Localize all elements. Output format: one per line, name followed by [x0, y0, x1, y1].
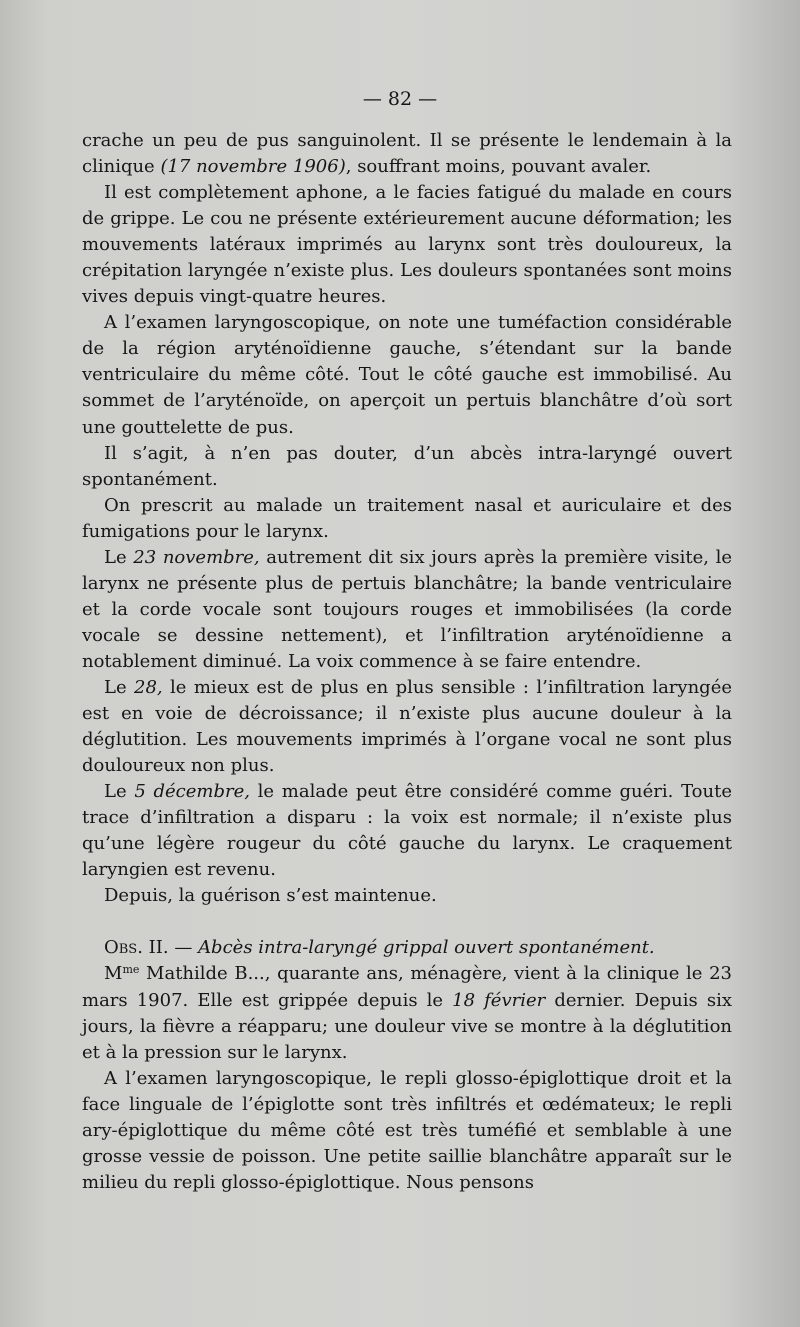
text-run: autrement dit six jours après la première visite, le larynx ne présente plus de pertuis blanchâtre; la bande ventriculaire et la corde vocale sont toujours rouges et immobilisées (la corde vocale se dessine nettement), et l’infiltration aryténoïdienne a notablement diminué. La voix commence à se faire entendre.: [82, 546, 733, 672]
observation-label: Obs. II.: [104, 937, 169, 959]
text-run: crache un peu de pus sanguinolent. Il se présente le lendemain à la clinique: [82, 130, 732, 178]
paragraph: [82, 675, 732, 779]
date-italic: (17 novembre 1906): [160, 156, 346, 178]
paragraph: [82, 128, 732, 180]
page-number: — 82 —: [362, 88, 438, 110]
text-run: M: [104, 963, 123, 985]
paragraph: [82, 545, 732, 675]
date-italic: 23 novembre,: [133, 546, 260, 568]
paragraph: Il est complètement aphone, a le facies fatigué du malade en cours de grippe. Le cou ne présente extérieurement aucune déformation; les mouvements latéraux imprimés au larynx sont très douloureux, la crépitation laryngée n’existe plus. Les douleurs spontanées sont moins vives depuis vingt-quatre heures.: [82, 182, 732, 308]
date-italic: 5 décembre,: [134, 781, 250, 803]
text-run: , souffrant moins, pouvant avaler.: [345, 156, 652, 178]
date-italic: 28,: [134, 676, 163, 698]
observation-heading: [82, 935, 732, 961]
superscript: me: [122, 963, 140, 977]
paragraph: Il s’agit, à n’en pas douter, d’un abcès intra-laryngé ouvert spontanément.: [82, 442, 732, 490]
text-run: le mieux est de plus en plus sensible : l’infiltration laryngée est en voie de décroissance; il n’existe plus aucune douleur à la déglutition. Les mouvements imprimés à l’organe vocal ne sont plus douloureux non plus.: [82, 676, 732, 777]
paragraph: Depuis, la guérison s’est maintenue.: [104, 885, 437, 907]
text-run: —: [168, 937, 199, 959]
text-run: Le: [104, 781, 135, 803]
text-run: Le: [104, 546, 134, 568]
date-italic: 18 février: [452, 989, 546, 1011]
text-run: le malade peut être considéré comme guéri. Toute trace d’infiltration a disparu : la voix est normale; il n’existe plus qu’une légère rougeur du côté gauche du larynx. Le craquement laryngien est revenu.: [82, 781, 732, 881]
text-run: Le: [104, 676, 134, 698]
text-run: dernier. Depuis six jours, la fièvre a réapparu; une douleur vive se montre à la déglutition et à la pression sur le larynx.: [82, 989, 732, 1063]
paragraph: A l’examen laryngoscopique, le repli glosso-épiglottique droit et la face linguale de l’épiglotte sont très infiltrés et œdémateux; le repli ary-épiglottique du même côté est très tuméfié et semblable à une grosse vessie de poisson. Une petite saillie blanchâtre apparaît sur le milieu du repli glosso-épiglottique. Nous pensons: [82, 1067, 732, 1193]
text-run: Mathilde B..., quarante ans, ménagère, vient à la clinique le 23 mars 1907. Elle est grippée depuis le: [82, 963, 732, 1011]
paragraph: [82, 961, 732, 1065]
paragraph: A l’examen laryngoscopique, on note une tuméfaction considérable de la région aryténoïdienne gauche, s’étendant sur la bande ventriculaire du même côté. Tout le côté gauche est immobilisé. Au sommet de l’aryténoïde, on aperçoit un pertuis blanchâtre d’où sort une gouttelette de pus.: [82, 312, 732, 438]
body-text: [82, 128, 732, 1196]
observation-title: Abcès intra-laryngé grippal ouvert spontanément.: [198, 937, 655, 959]
paragraph: On prescrit au malade un traitement nasal et auriculaire et des fumigations pour le larynx.: [82, 494, 732, 542]
paragraph: [82, 779, 732, 883]
